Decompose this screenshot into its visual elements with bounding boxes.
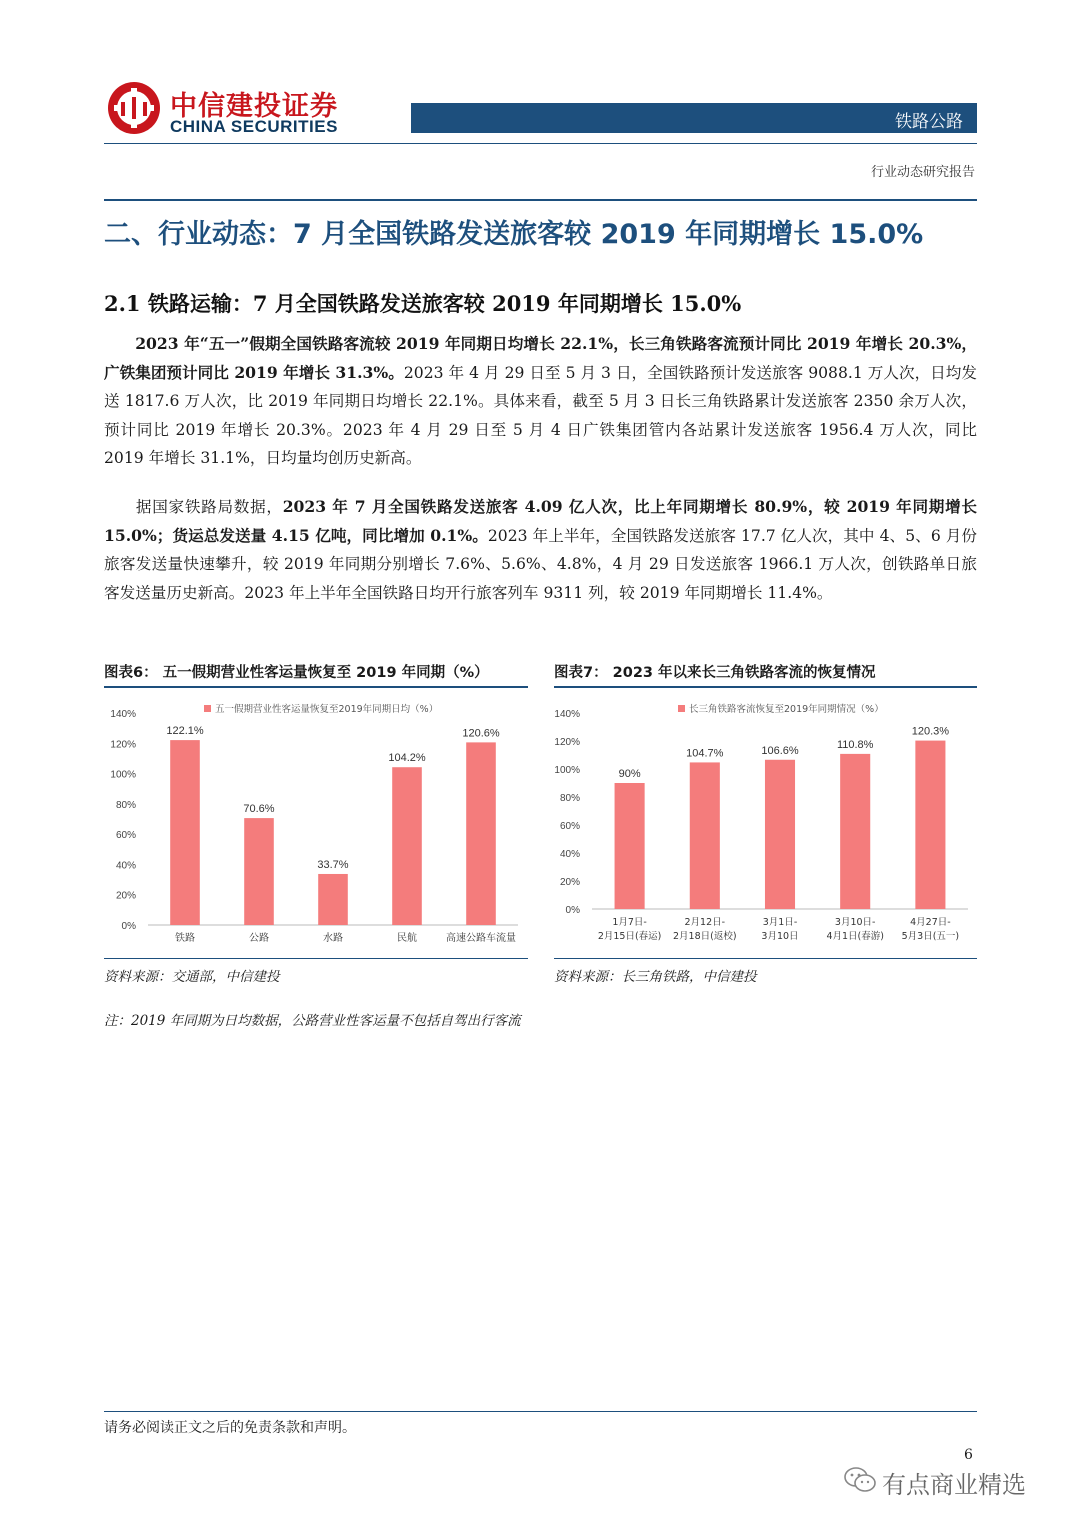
y-tick-label: 100% [554,765,580,776]
x-category-label: 2月12日- [684,917,726,928]
bar-value-label: 110.8% [836,738,874,751]
figure-7-title: 图表7： 2023 年以来长三角铁路客流的恢复情况 [554,665,876,681]
figure-6-bottom-rule [104,958,528,959]
header-divider [104,143,977,144]
figure-6-source: 资料来源：交通部，中信建投 [104,969,280,985]
subsection-title: 2.1 铁路运输：7 月全国铁路发送旅客较 2019 年同期增长 15.0% [104,291,742,316]
paragraph-2-lead: 据国家铁路局数据， [135,498,283,516]
bar-value-label: 104.2% [388,752,426,765]
bar-value-label: 33.7% [317,858,349,871]
y-tick-label: 40% [115,860,136,872]
paragraph-1 [104,330,977,473]
bar-value-label: 104.7% [686,747,724,760]
y-tick-label: 100% [110,769,136,781]
section-title: 二、行业动态：7 月全国铁路发送旅客较 2019 年同期增长 15.0% [104,219,924,250]
x-category-label: 4月1日(春游) [826,931,884,942]
y-tick-label: 0% [121,921,136,932]
bar-value-label: 122.1% [166,725,204,738]
chart-bar [915,741,945,909]
title-divider [104,199,977,201]
chart-bar [170,740,200,925]
watermark-text: 有点商业精选 [882,1471,1026,1499]
figure-6-top-rule [104,686,528,688]
figure-6-title: 图表6： 五一假期营业性客运量恢复至 2019 年同期（%） [104,665,489,681]
y-tick-label: 40% [559,849,580,860]
bar-value-label: 120.3% [911,725,950,738]
legend-swatch [678,705,685,712]
legend-label: 长三角铁路客流恢复至2019年同期情况（%） [689,704,884,715]
y-tick-label: 60% [559,821,580,832]
paragraph-2-body: 2023 年上半年，全国铁路发送旅客 17.7 亿人次，其中 4、5、6 月份旅客发送量快速攀升，较 2019 年同期分别增长 7.6%、5.6%、4.8%，4 月 29 日发送旅客 1966.1 万人次，创铁路单日旅客发送量历史新高。2023 年上半年全国铁路日均开行旅客列车 9311 列，较 2019 年同期增长 11.4%。 [104,526,977,602]
y-tick-label: 60% [115,830,136,842]
y-tick-label: 20% [559,877,580,888]
figure-6-chart [104,693,528,955]
x-category-label: 公路 [249,933,269,944]
page-number: 6 [964,1447,973,1463]
y-tick-label: 0% [565,905,580,916]
x-category-label: 水路 [323,933,343,944]
footer-divider [104,1411,977,1412]
report-type: 行业动态研究报告 [870,165,975,180]
legend-swatch [204,705,211,712]
company-logo-icon [106,80,162,136]
bar-value-label: 120.6% [462,727,500,740]
chart-bar [318,874,348,925]
chart-bar [615,783,645,909]
chart-bar [690,762,720,909]
x-category-label: 2月15日(春运) [597,931,662,942]
x-category-label: 2月18日(返校) [673,931,737,942]
chart-bar [244,818,274,925]
paragraph-1-body: 2023 年 4 月 29 日至 5 月 3 日，全国铁路预计发送旅客 9088.1 万人次，日均发送 1817.6 万人次，比 2019 年同期日均增长 22.1%。具体来看，截至 5 月 3 日长三角铁路累计发送旅客 2350 余万人次，预计同比 2019 年增长 20.3%。2023 年 4 月 29 日至 5 月 4 日广铁集团管内各站累计发送旅客 1956.4 万人次，同比 2019 年增长 31.1%，日均量均创历史新高。 [104,363,977,467]
chart-bar [765,760,795,909]
figure-7-chart [554,693,977,955]
chart-bar [840,754,870,909]
y-tick-label: 140% [554,709,580,720]
chart-bar [466,742,496,925]
sector-banner [411,103,977,133]
x-category-label: 铁路 [175,933,195,944]
sector-label: 铁路公路 [895,112,963,132]
y-tick-label: 140% [110,709,136,720]
y-tick-label: 120% [110,739,136,751]
chart-bar [392,767,422,925]
x-category-label: 1月7日- [612,917,647,928]
x-category-label: 高速公路车流量 [446,933,516,944]
x-category-label: 民航 [397,933,417,944]
legend-label: 五一假期营业性客运量恢复至2019年同期日均（%） [215,704,439,715]
y-tick-label: 80% [115,799,136,811]
figure-7-source: 资料来源：长三角铁路，中信建投 [554,969,757,985]
paragraph-2-highlight: 2023 年 7 月全国铁路发送旅客 4.09 亿人次，比上年同期增长 80.9%，较 2019 年同期增长 15.0%；货运总发送量 4.15 亿吨，同比增加 0.1%。 [104,497,977,545]
bar-value-label: 70.6% [243,803,275,816]
company-name-en: CHINA SECURITIES [170,117,338,136]
paragraph-2 [104,493,977,607]
x-category-label: 3月10日- [834,917,876,928]
x-category-label: 5月3日(五一) [901,931,960,942]
x-category-label: 3月1日- [762,917,798,928]
y-tick-label: 80% [559,793,580,804]
bar-value-label: 90% [618,768,641,780]
company-name-cn: 中信建投证券 [170,91,338,122]
figure-7-bottom-rule [554,958,977,959]
disclaimer: 请务必阅读正文之后的免责条款和声明。 [104,1420,356,1436]
y-tick-label: 20% [115,890,136,902]
x-category-label: 4月27日- [910,917,951,928]
paragraph-1-highlight: 2023 年“五一”假期全国铁路客流较 2019 年同期日均增长 22.1%，长三角铁路客流预计同比 2019 年增长 20.3%，广铁集团预计同比 2019 年增长 31.3%。 [104,334,977,382]
bar-value-label: 106.6% [761,744,799,757]
y-tick-label: 120% [554,737,580,748]
wechat-icon [843,1466,877,1494]
figure-7-top-rule [554,686,977,688]
x-category-label: 3月10日 [761,931,799,942]
figure-6-note: 注：2019 年同期为日均数据，公路营业性客运量不包括自驾出行客流 [104,1013,521,1029]
